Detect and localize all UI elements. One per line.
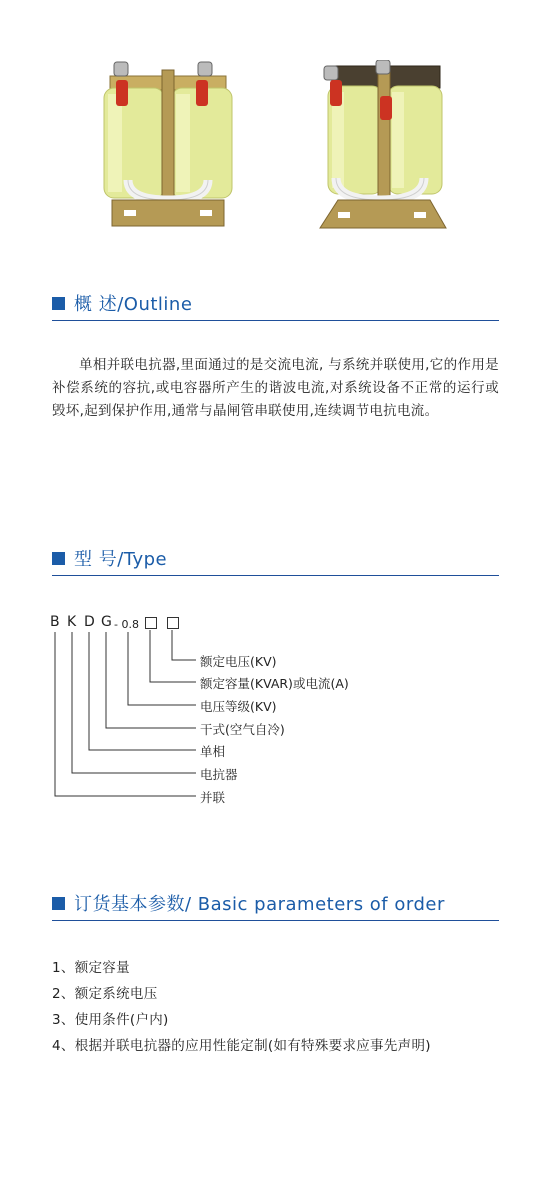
type-title: 型 号/Type: [74, 549, 168, 570]
legend-reactor: 电抗器: [200, 767, 238, 782]
order-item-1: 1、额定容量: [52, 960, 130, 976]
code-letter-g: G: [101, 614, 112, 630]
code-voltage-class: - 0.8: [114, 618, 139, 631]
order-item-3: 3、使用条件(户内): [52, 1012, 169, 1028]
order-title: 订货基本参数/ Basic parameters of order: [74, 894, 445, 915]
code-letter-k: K: [67, 614, 77, 630]
order-section-header: [52, 890, 499, 921]
outline-text: 单相并联电抗器,里面通过的是交流电流, 与系统并联使用,它的作用是补偿系统的容抗,或电容器所产生的谐波电流,对系统设备不正常的运行或毁坏,起到保护作用,通常与晶闸管串联使用,连续调节电抗电流。: [52, 357, 499, 419]
code-letter-b: B: [50, 614, 60, 630]
order-item-2: 2、额定系统电压: [52, 986, 158, 1002]
legend-rated-voltage: 额定电压(KV): [200, 654, 277, 669]
legend-shunt: 并联: [200, 790, 226, 805]
legend-single-phase: 单相: [200, 744, 226, 759]
legend-rated-capacity: 额定容量(KVAR)或电流(A): [200, 676, 349, 691]
legend-dry-type: 干式(空气自冷): [200, 722, 285, 737]
outline-title: 概 述/Outline: [74, 294, 193, 315]
legend-voltage-class: 电压等级(KV): [200, 699, 277, 714]
section-square-icon: [52, 897, 65, 910]
code-letter-d: D: [84, 614, 95, 630]
order-item-4: 4、根据并联电抗器的应用性能定制(如有特殊要求应事先声明): [52, 1038, 431, 1054]
